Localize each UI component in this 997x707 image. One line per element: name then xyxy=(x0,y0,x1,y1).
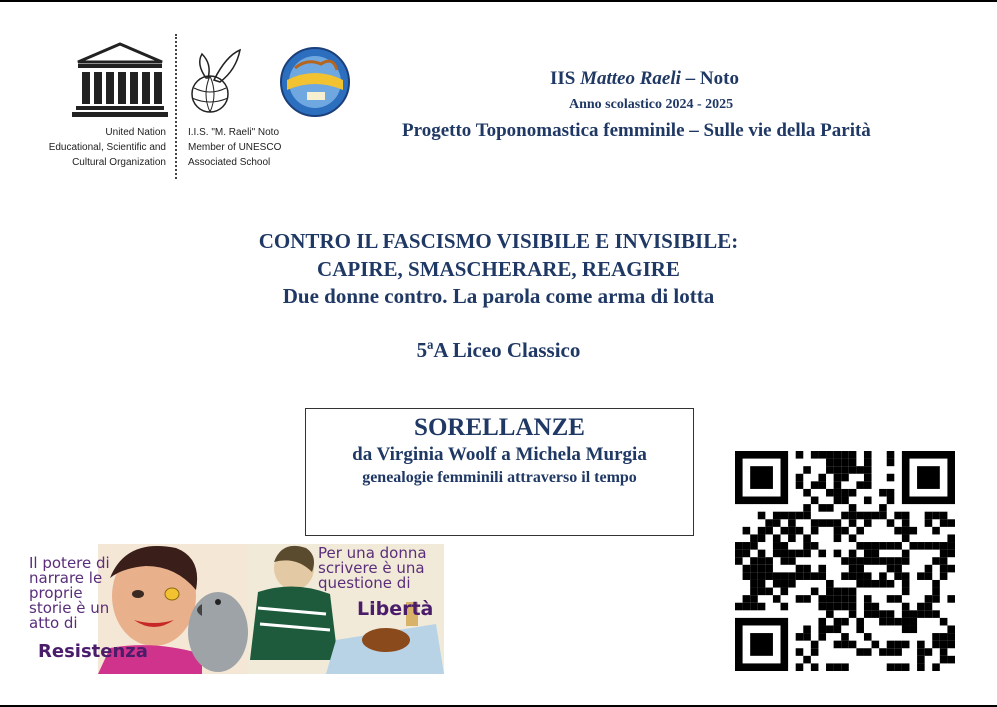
quote-left: Il potere di narrare le proprie storie è un atto di xyxy=(29,554,110,632)
quote-right: Per una donna scrivere è una questione di xyxy=(318,544,427,592)
unesco-logo xyxy=(70,42,170,122)
unesco-caption: United Nation Educational, Scientific and Cultural Organization xyxy=(48,127,166,168)
box-title: SORELLANZE xyxy=(414,414,585,441)
top-border xyxy=(0,0,997,2)
logo-divider xyxy=(175,34,177,179)
project-title: Progetto Toponomastica femminile – Sulle vie della Parità xyxy=(402,120,871,141)
school-caption: I.I.S. "M. Raeli" Noto Member of UNESCO Associated School xyxy=(188,127,282,168)
qr-code xyxy=(735,451,955,671)
main-title-line-1: CONTRO IL FASCISMO VISIBILE E INVISIBILE: xyxy=(258,229,739,253)
main-title-line-2: CAPIRE, SMASCHERARE, REAGIRE xyxy=(317,257,680,281)
sorellanze-box xyxy=(305,408,694,536)
quote-right-keyword: Libertà xyxy=(357,598,434,620)
school-title: IIS Matteo Raeli – Noto xyxy=(550,68,739,89)
box-subtitle: da Virginia Woolf a Michela Murgia xyxy=(352,444,647,465)
school-year: Anno scolastico 2024 - 2025 xyxy=(569,97,734,112)
class-label: 5ªA Liceo Classico xyxy=(416,338,581,362)
main-title-line-3: Due donne contro. La parola come arma di lotta xyxy=(282,284,715,308)
quote-left-keyword: Resistenza xyxy=(38,641,148,662)
raeli-badge-logo xyxy=(277,46,353,118)
school-globe-logo xyxy=(186,46,244,116)
box-tagline: genealogie femminili attraverso il tempo xyxy=(362,469,637,486)
